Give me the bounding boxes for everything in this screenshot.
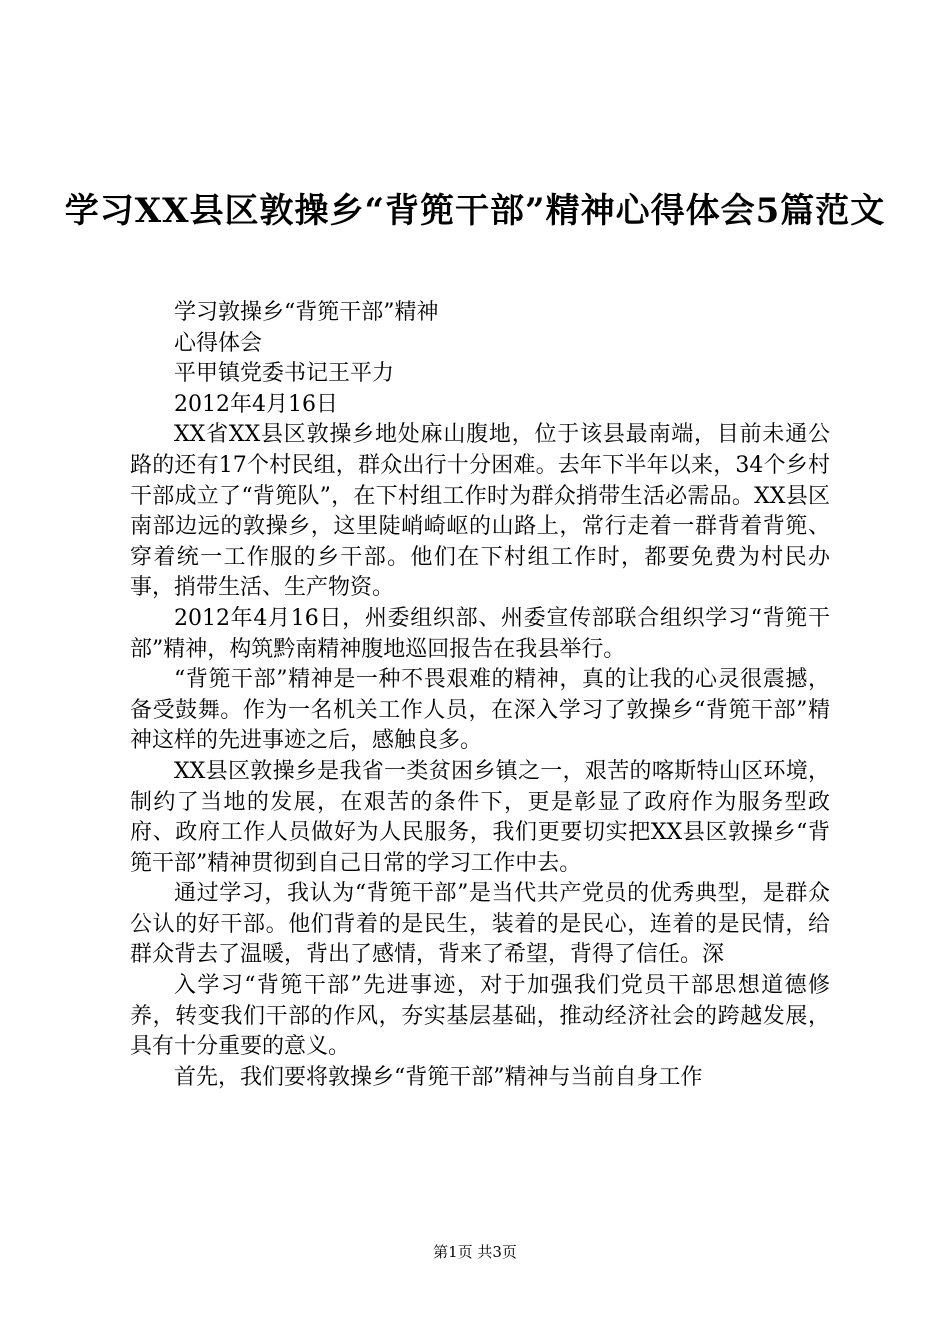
paragraph: XX省XX县区敦操乡地处麻山腹地，位于该县最南端，目前未通公路的还有17个村民组，群众出行十分困难。去年下半年以来，34个乡村干部成立了“背篼队”，在下村组工作时为群众捎带生活必需品。XX县区南部边远的敦操乡，这里陡峭崎岖的山路上，常行走着一群背着背篼、穿着统一工作服的乡干部。他们在下村组工作时，都要免费为村民办事，捎带生活、生产物资。	[130, 422, 830, 601]
paragraph: “背篼干部”精神是一种不畏艰难的精神，真的让我的心灵很震撼，备受鼓舞。作为一名机关工作人员，在深入学习了敦操乡“背篼干部”精神这样的先进事迹之后，感触良多。	[130, 667, 830, 754]
paragraph: 2012年4月16日	[174, 391, 338, 417]
paragraph: 首先，我们要将敦操乡“背篼干部”精神与当前自身工作	[174, 1064, 703, 1090]
paragraph: 通过学习，我认为“背篼干部”是当代共产党员的优秀典型，是群众公认的好干部。他们背着的是民生，装着的是民心，连着的是民情，给群众背去了温暖，背出了感情，背来了希望，背得了信任。深	[130, 881, 830, 968]
document-title: 学习XX县区敦操乡“背篼干部”精神心得体会5篇范文	[64, 191, 886, 231]
paragraph: XX县区敦操乡是我省一类贫困乡镇之一，艰苦的喀斯特山区环境，制约了当地的发展，在艰苦的条件下，更是彰显了政府作为服务型政府、政府工作人员做好为人民服务，我们更要切实把XX县区敦操乡“背篼干部”精神贯彻到自己日常的学习工作中去。	[130, 758, 830, 876]
paragraph: 入学习“背篼干部”先进事迹，对于加强我们党员干部思想道德修养，转变我们干部的作风，夯实基层基础，推动经济社会的跨越发展，具有十分重要的意义。	[130, 973, 830, 1060]
paragraph: 2012年4月16日，州委组织部、州委宣传部联合组织学习“背篼干部”精神，构筑黔南精神腹地巡回报告在我县举行。	[130, 605, 830, 662]
page-footer: 第1页 共3页	[433, 1243, 517, 1261]
document-body	[130, 298, 830, 1093]
paragraph: 平甲镇党委书记王平力	[174, 361, 395, 387]
paragraph: 学习敦操乡“背篼干部”精神	[174, 300, 439, 325]
paragraph: 心得体会	[174, 330, 263, 356]
